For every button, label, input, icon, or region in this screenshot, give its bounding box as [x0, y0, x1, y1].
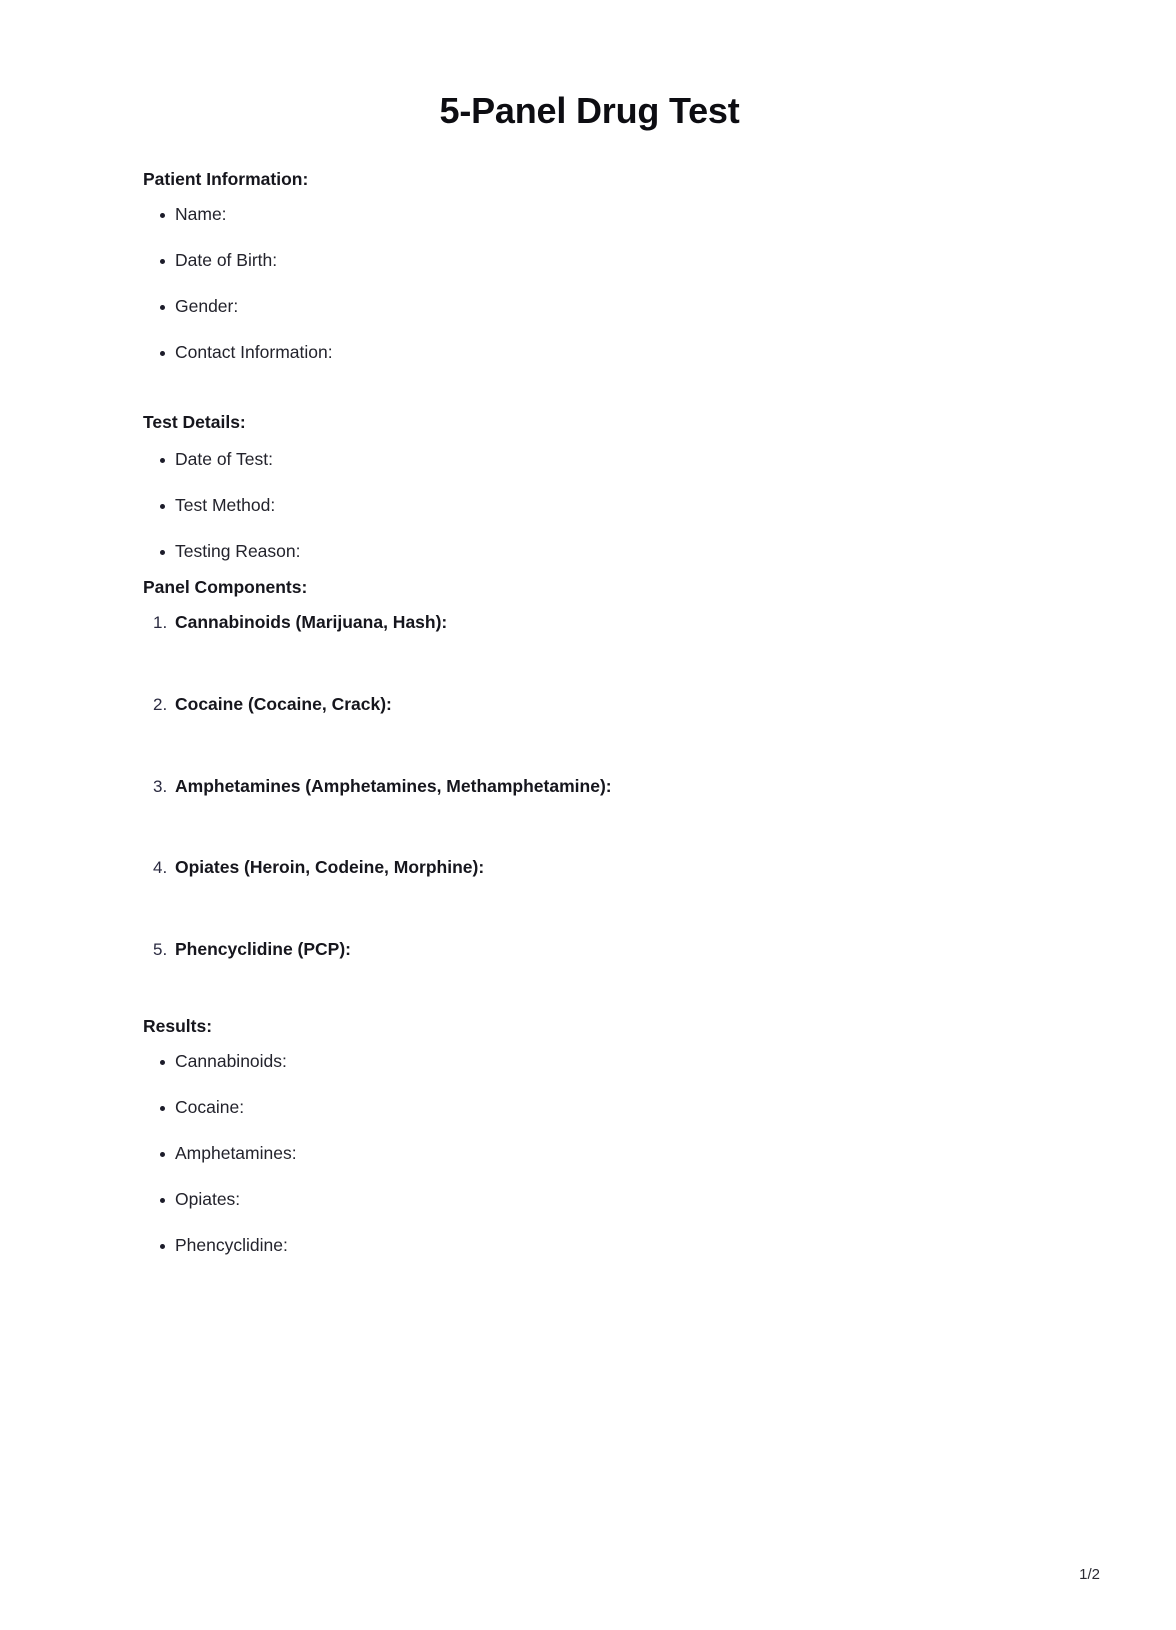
- spacer: [143, 1039, 1056, 1051]
- list-item: Date of Test:: [143, 449, 1056, 470]
- list-item: Cannabinoids:: [143, 1051, 1056, 1072]
- spacer: [143, 961, 1056, 1013]
- test-details-heading: Test Details:: [143, 412, 246, 433]
- list-item: Phencyclidine (PCP):: [175, 939, 352, 960]
- spacer: [143, 436, 1056, 449]
- test-details-list: [143, 449, 1056, 562]
- list-item: Name:: [143, 204, 1056, 225]
- page-number: 1/2: [1079, 1566, 1100, 1583]
- list-item: Phencyclidine:: [143, 1235, 1056, 1256]
- list-item: Cocaine:: [143, 1097, 1056, 1118]
- list-item: Contact Information:: [143, 342, 1056, 363]
- spacer: [143, 133, 1056, 166]
- results-heading: Results:: [143, 1016, 213, 1037]
- list-item: Amphetamines (Amphetamines, Methamphetamine):: [175, 775, 612, 796]
- list-item: Opiates:: [143, 1189, 1056, 1210]
- results-list: [143, 1051, 1056, 1256]
- panel-components-list: [143, 612, 1056, 961]
- spacer: [143, 363, 1056, 409]
- list-item: Amphetamines:: [143, 1143, 1056, 1164]
- panel-components-heading: Panel Components:: [143, 576, 308, 597]
- spacer: [143, 192, 1056, 204]
- list-item: Opiates (Heroin, Codeine, Morphine):: [175, 857, 485, 878]
- list-item: Test Method:: [143, 495, 1056, 516]
- list-item: Cannabinoids (Marijuana, Hash):: [175, 611, 448, 632]
- list-item: Cocaine (Cocaine, Crack):: [175, 693, 392, 714]
- list-item: Gender:: [143, 296, 1056, 317]
- list-item: Date of Birth:: [143, 250, 1056, 271]
- page-title: 5-Panel Drug Test: [439, 90, 740, 131]
- spacer: [143, 562, 1056, 574]
- patient-information-heading: Patient Information:: [143, 169, 309, 189]
- spacer: [143, 600, 1056, 612]
- patient-information-list: [143, 204, 1056, 363]
- list-item: Testing Reason:: [143, 541, 1056, 562]
